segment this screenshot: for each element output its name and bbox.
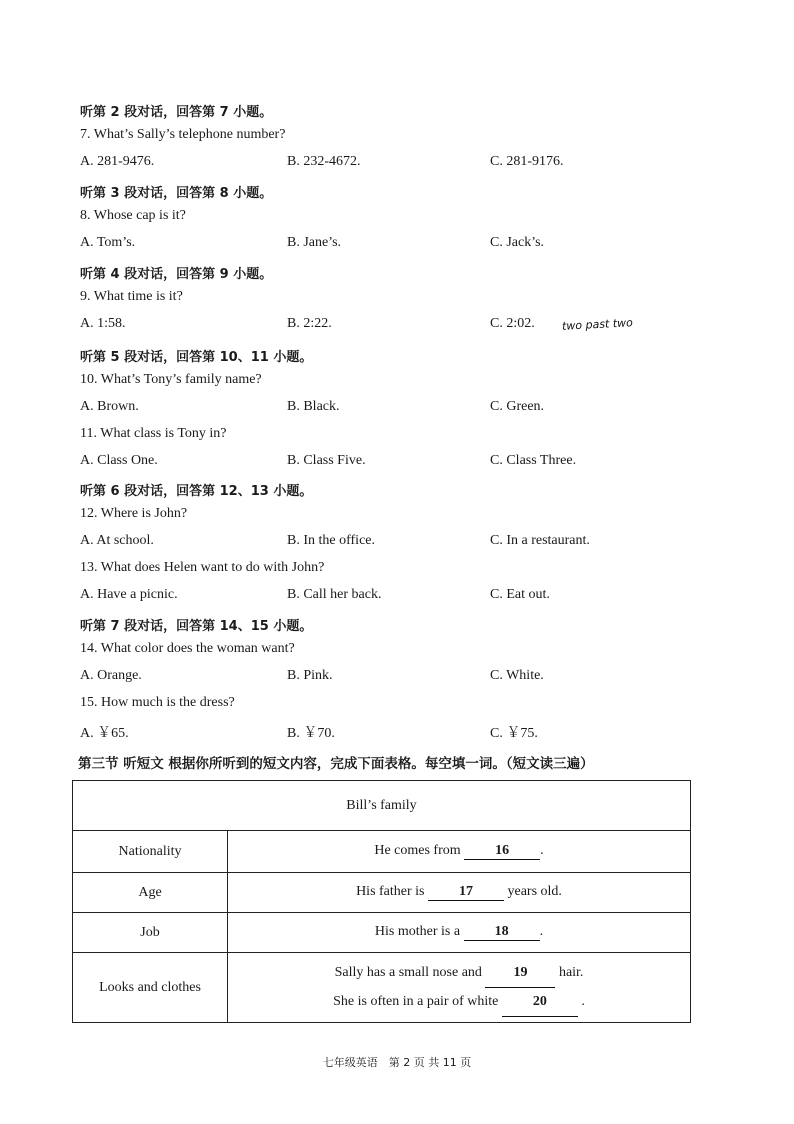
answer-option: B. Call her back. <box>287 587 382 602</box>
row-label-nationality: Nationality <box>73 831 228 873</box>
question-text: 7. What’s Sally’s telephone number? <box>80 127 286 142</box>
question-text: 14. What color does the woman want? <box>80 641 295 656</box>
answer-option: B. 232-4672. <box>287 154 361 169</box>
table-title: Bill’s family <box>73 781 691 831</box>
question-text: 9. What time is it? <box>80 289 183 304</box>
answer-option: C. Eat out. <box>490 587 550 602</box>
answer-option: B. In the office. <box>287 533 375 548</box>
page-footer: 七年级英语 第 2 页 共 11 页 <box>322 1056 472 1069</box>
row-label-looks: Looks and clothes <box>73 953 228 1023</box>
answer-option: C. In a restaurant. <box>490 533 590 548</box>
answer-option: C. Class Three. <box>490 453 577 468</box>
handwritten-note: two past two <box>561 316 634 333</box>
answer-option: C. 281-9176. <box>490 154 564 169</box>
answer-option: A. Brown. <box>80 399 139 414</box>
blank-19: 19 <box>485 959 555 988</box>
row-label-job: Job <box>73 913 228 953</box>
answer-option: A. ￥65. <box>80 726 129 741</box>
section-header: 听第 2 段对话，回答第 7 小题。 <box>80 105 273 120</box>
question-text: 12. Where is John? <box>80 506 188 521</box>
question-text: 8. Whose cap is it? <box>80 208 186 223</box>
bills-family-table <box>72 780 691 1023</box>
question-text: 11. What class is Tony in? <box>80 426 227 441</box>
answer-option: B. 2:22. <box>287 316 332 331</box>
answer-option: A. 281-9476. <box>80 154 155 169</box>
blank-20: 20 <box>502 988 578 1017</box>
answer-option: B. Class Five. <box>287 453 366 468</box>
row-job: His mother is a 18 . <box>228 913 691 953</box>
row-nationality: He comes from 16 . <box>228 831 691 873</box>
section-header: 听第 5 段对话，回答第 10、11 小题。 <box>80 350 313 365</box>
answer-option: A. Orange. <box>80 668 142 683</box>
blank-18: 18 <box>464 924 540 941</box>
blank-16: 16 <box>464 843 540 860</box>
answer-option: B. Pink. <box>287 668 333 683</box>
row-age: His father is 17 years old. <box>228 873 691 913</box>
section-header: 听第 3 段对话，回答第 8 小题。 <box>80 186 273 201</box>
answer-option: A. Tom’s. <box>80 235 136 250</box>
section-header: 听第 6 段对话，回答第 12、13 小题。 <box>80 484 313 499</box>
question-text: 13. What does Helen want to do with John? <box>80 560 325 575</box>
section-header: 听第 7 段对话，回答第 14、15 小题。 <box>80 619 313 634</box>
answer-option: A. Have a picnic. <box>80 587 178 602</box>
answer-option: A. 1:58. <box>80 316 126 331</box>
section-header: 听第 4 段对话，回答第 9 小题。 <box>80 267 273 282</box>
question-text: 15. How much is the dress? <box>80 695 235 710</box>
answer-option: B. Jane’s. <box>287 235 342 250</box>
answer-option: C. White. <box>490 668 544 683</box>
answer-option: B. ￥70. <box>287 726 335 741</box>
answer-option: C. ￥75. <box>490 726 538 741</box>
row-looks: Sally has a small nose and 19 hair. She is often in a pair of white 20 . <box>228 953 691 1023</box>
row-label-age: Age <box>73 873 228 913</box>
blank-17: 17 <box>428 884 504 901</box>
answer-option: C. 2:02. <box>490 316 535 331</box>
answer-option: B. Black. <box>287 399 340 414</box>
part3-instruction: 第三节 听短文 根据你所听到的短文内容，完成下面表格。每空填一词。（短文读三遍） <box>78 756 594 772</box>
answer-option: A. Class One. <box>80 453 158 468</box>
answer-option: C. Green. <box>490 399 545 414</box>
question-text: 10. What’s Tony’s family name? <box>80 372 262 387</box>
answer-option: C. Jack’s. <box>490 235 545 250</box>
answer-option: A. At school. <box>80 533 154 548</box>
